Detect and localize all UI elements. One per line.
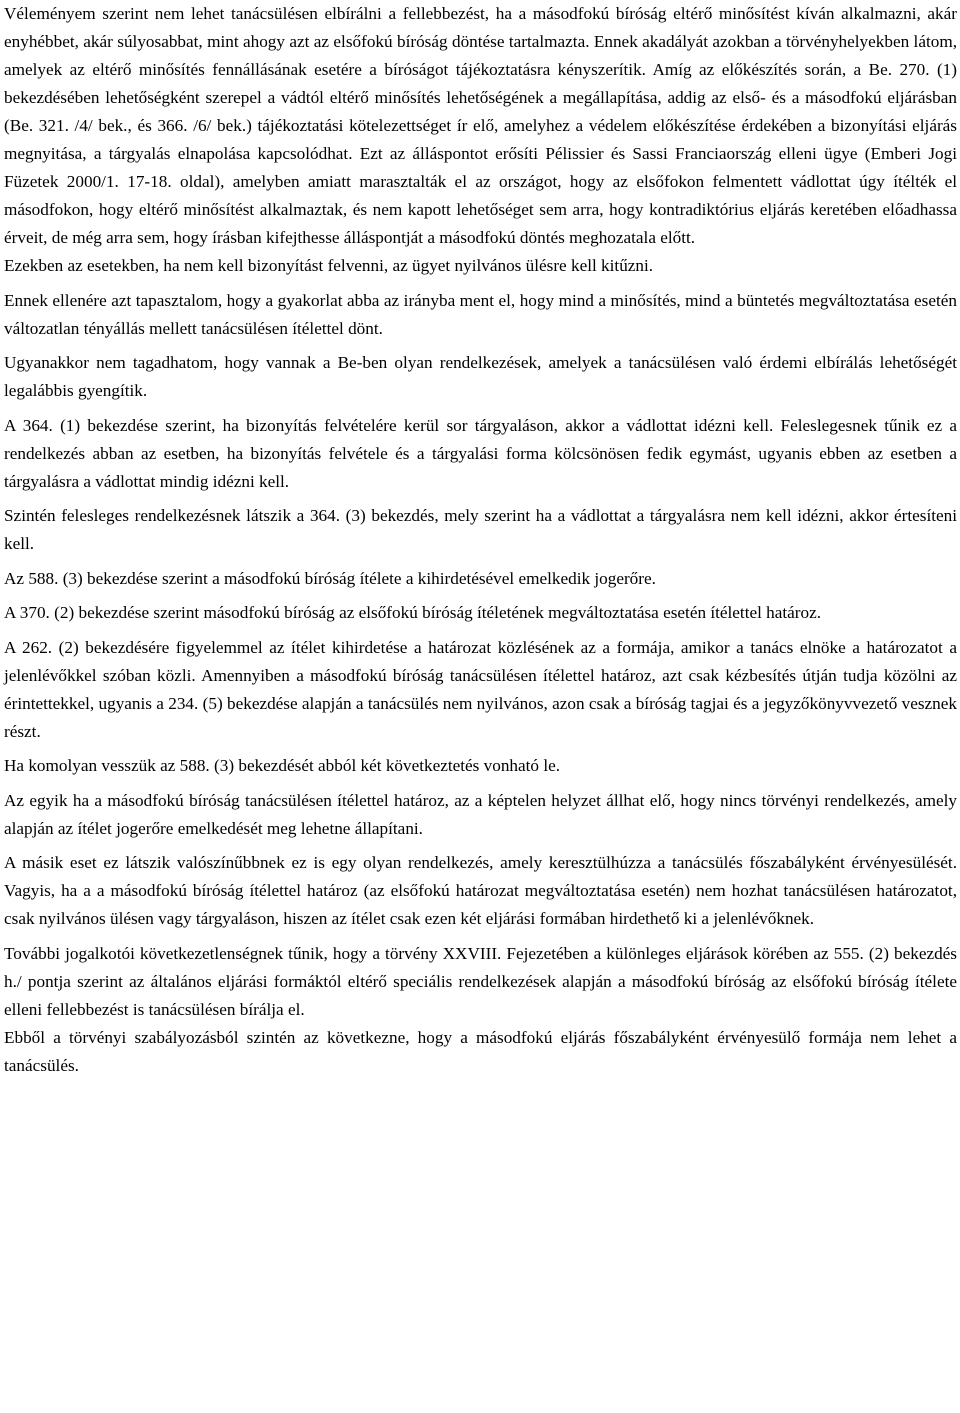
paragraph-7: Az 588. (3) bekezdése szerint a másodfokú bíróság ítélete a kihirdetésével emelkedik jogerőre. (4, 568, 656, 588)
paragraph-1: Véleményem szerint nem lehet tanácsülésen elbírálni a fellebbezést, ha a másodfokú bíróság eltérő minősítést kíván alkalmazni, akár enyhébbet, akár súlyosabbat, mint ahogy azt az elsőfokú bíróság döntése tartalmazta. Ennek akadályát azokban a törvényhelyekben látom, amelyek az eltérő minősítés fennállásának esetére a bíróságot tájékoztatásra kényszerítik. Amíg az előkészítés során, a Be. 270. (1) bekezdésében lehetőségként szerepel a vádtól eltérő minősítés lehetőségének a megállapítása, addig az első- és a másodfokú eljárásban (Be. 321. /4/ bek., és 366. /6/ bek.) tájékoztatási kötelezettséget ír elő, amelyhez a védelem előkészítése érdekében a bizonyítási eljárás megnyitása, a tárgyalás elnapolása kapcsolódhat. Ezt az álláspontot erősíti Pélissier és Sassi Franciaország elleni ügye (Emberi Jogi Füzetek 2000/1. 17-18. oldal), amelyben amiatt marasztalták el az országot, hogy az elsőfokon felmentett vádlottat úgy ítélték el másodfokon, hogy eltérő minősítést alkalmaztak, és nem kapott lehetőséget sem arra, hogy kontradiktórius eljárás keretében előadhassa érveit, de még arra sem, hogy írásban kifejthesse álláspontját a másodfokú döntés meghozatala előtt. (4, 4, 957, 247)
paragraph-14: Ebből a törvényi szabályozásból szintén az következne, hogy a másodfokú eljárás főszabályként érvényesülő formája nem lehet a tanácsülés. (4, 1027, 957, 1075)
paragraph-9: A 262. (2) bekezdésére figyelemmel az ítélet kihirdetése a határozat közlésének az a formája, amikor a tanács elnöke a határozatot a jelenlévőkkel szóban közli. Amennyiben a másodfokú bíróság tanácsülésen ítélettel határoz, azt csak kézbesítés útján tudja közölni az érintettekkel, ugyanis a 234. (5) bekezdése alapján a tanácsülés nem nyilvános, azon csak a bíróság tagjai és a jegyzőkönyvvezető vesznek részt. (4, 637, 957, 741)
paragraph-2: Ezekben az esetekben, ha nem kell bizonyítást felvenni, az ügyet nyilvános ülésre kell kitűzni. (4, 256, 654, 275)
paragraph-3: Ennek ellenére azt tapasztalom, hogy a gyakorlat abba az irányba ment el, hogy mind a minősítés, mind a büntetés megváltoztatása esetén változatlan tényállás mellett tanácsülésen ítélettel dönt. (4, 290, 957, 338)
paragraph-8: A 370. (2) bekezdése szerint másodfokú bíróság az elsőfokú bíróság ítéletének megváltoztatása esetén ítélettel határoz. (4, 603, 822, 622)
paragraph-13: További jogalkotói következetlenségnek tűnik, hogy a törvény XXVIII. Fejezetében a különleges eljárások körében az 555. (2) bekezdés h./ pontja szerint az általános eljárási formáktól eltérő speciális rendelkezések alapján a másodfokú bíróság az elsőfokú bíróság ítélete elleni fellebbezést is tanácsülésen bírálja el. (4, 943, 957, 1019)
paragraph-11: Az egyik ha a másodfokú bíróság tanácsülésen ítélettel határoz, az a képtelen helyzet állhat elő, hogy nincs törvényi rendelkezés, amely alapján az ítélet jogerőre emelkedését meg lehetne állapítani. (4, 790, 957, 838)
paragraph-4: Ugyanakkor nem tagadhatom, hogy vannak a Be-ben olyan rendelkezések, amelyek a tanácsülésen való érdemi elbírálás lehetőségét legalábbis gyengítik. (4, 353, 957, 400)
paragraph-12: A másik eset ez látszik valószínűbbnek ez is egy olyan rendelkezés, amely keresztülhúzza a tanácsülés főszabályként érvényesülését. Vagyis, ha a a másodfokú bíróság ítélettel határoz (az elsőfokú határozat megváltoztatása esetén) nem hozhat tanácsülésen határozatot, csak nyilvános ülésen vagy tárgyaláson, hiszen az ítélet csak ezen két eljárási formában hirdethető ki a jelenlévőknek. (4, 853, 957, 928)
paragraph-5: A 364. (1) bekezdése szerint, ha bizonyítás felvételére kerül sor tárgyaláson, akkor a vádlottat idézni kell. Feleslegesnek tűnik ez a rendelkezés abban az esetben, ha bizonyítás felvétele és a tárgyalási forma kölcsönösen fedik egymást, ugyanis ebben az esetben a tárgyalásra a vádlottat mindig idézni kell. (4, 415, 957, 491)
paragraph-6: Szintén felesleges rendelkezésnek látszik a 364. (3) bekezdés, mely szerint ha a vádlottat a tárgyalásra nem kell idézni, akkor értesíteni kell. (4, 506, 957, 553)
paragraph-10: Ha komolyan vesszük az 588. (3) bekezdését abból két következtetés vonható le. (4, 756, 561, 775)
